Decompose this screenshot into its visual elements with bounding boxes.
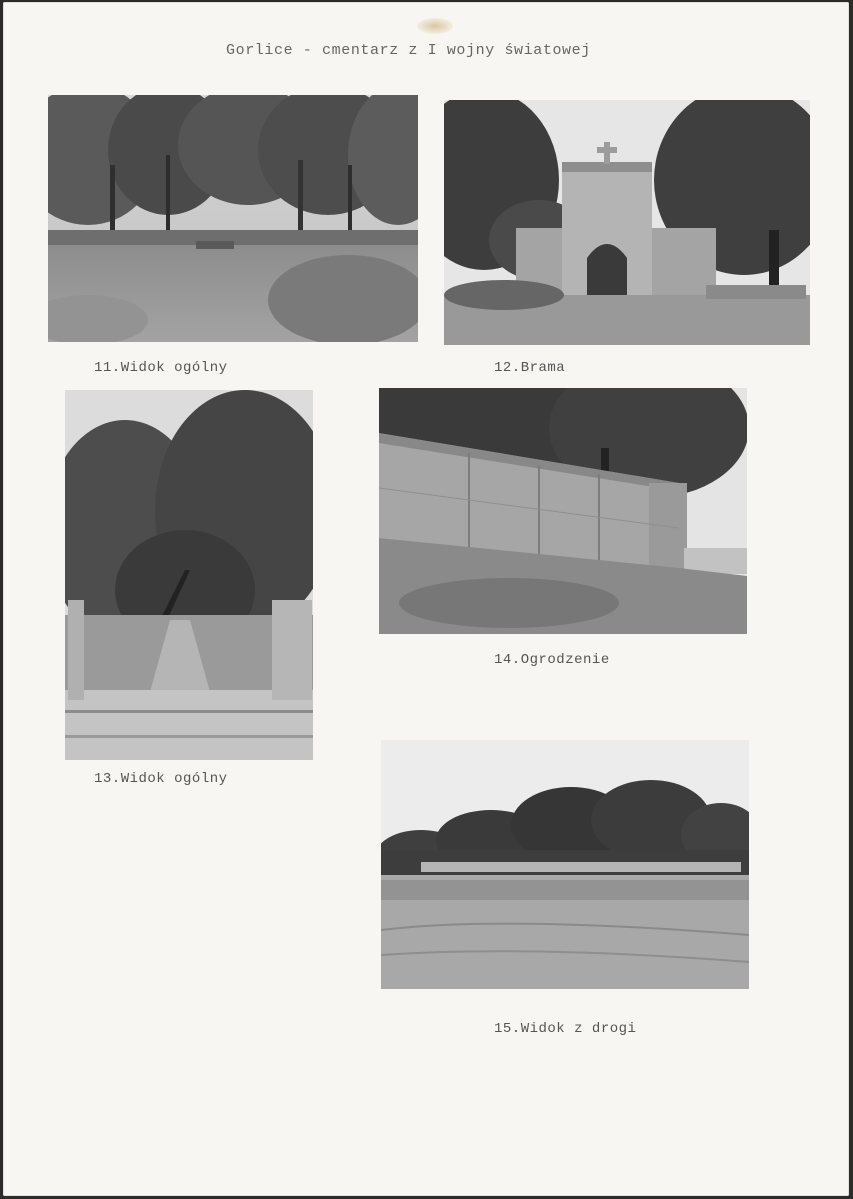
caption-15: 15.Widok z drogi bbox=[494, 1021, 637, 1037]
page-title: Gorlice - cmentarz z I wojny światowej bbox=[226, 42, 591, 59]
caption-12: 12.Brama bbox=[494, 360, 566, 376]
photo-14-fence bbox=[379, 388, 747, 634]
caption-13: 13.Widok ogólny bbox=[94, 771, 228, 787]
photo-12-gate bbox=[444, 100, 810, 345]
caption-14: 14.Ogrodzenie bbox=[494, 652, 610, 668]
caption-11: 11.Widok ogólny bbox=[94, 360, 228, 376]
photo-album-page bbox=[3, 2, 849, 1196]
photo-15-view-from-road bbox=[381, 740, 749, 989]
photo-13-general-view bbox=[65, 390, 313, 760]
paper-stain bbox=[417, 18, 453, 34]
photo-11-general-view bbox=[48, 95, 418, 342]
